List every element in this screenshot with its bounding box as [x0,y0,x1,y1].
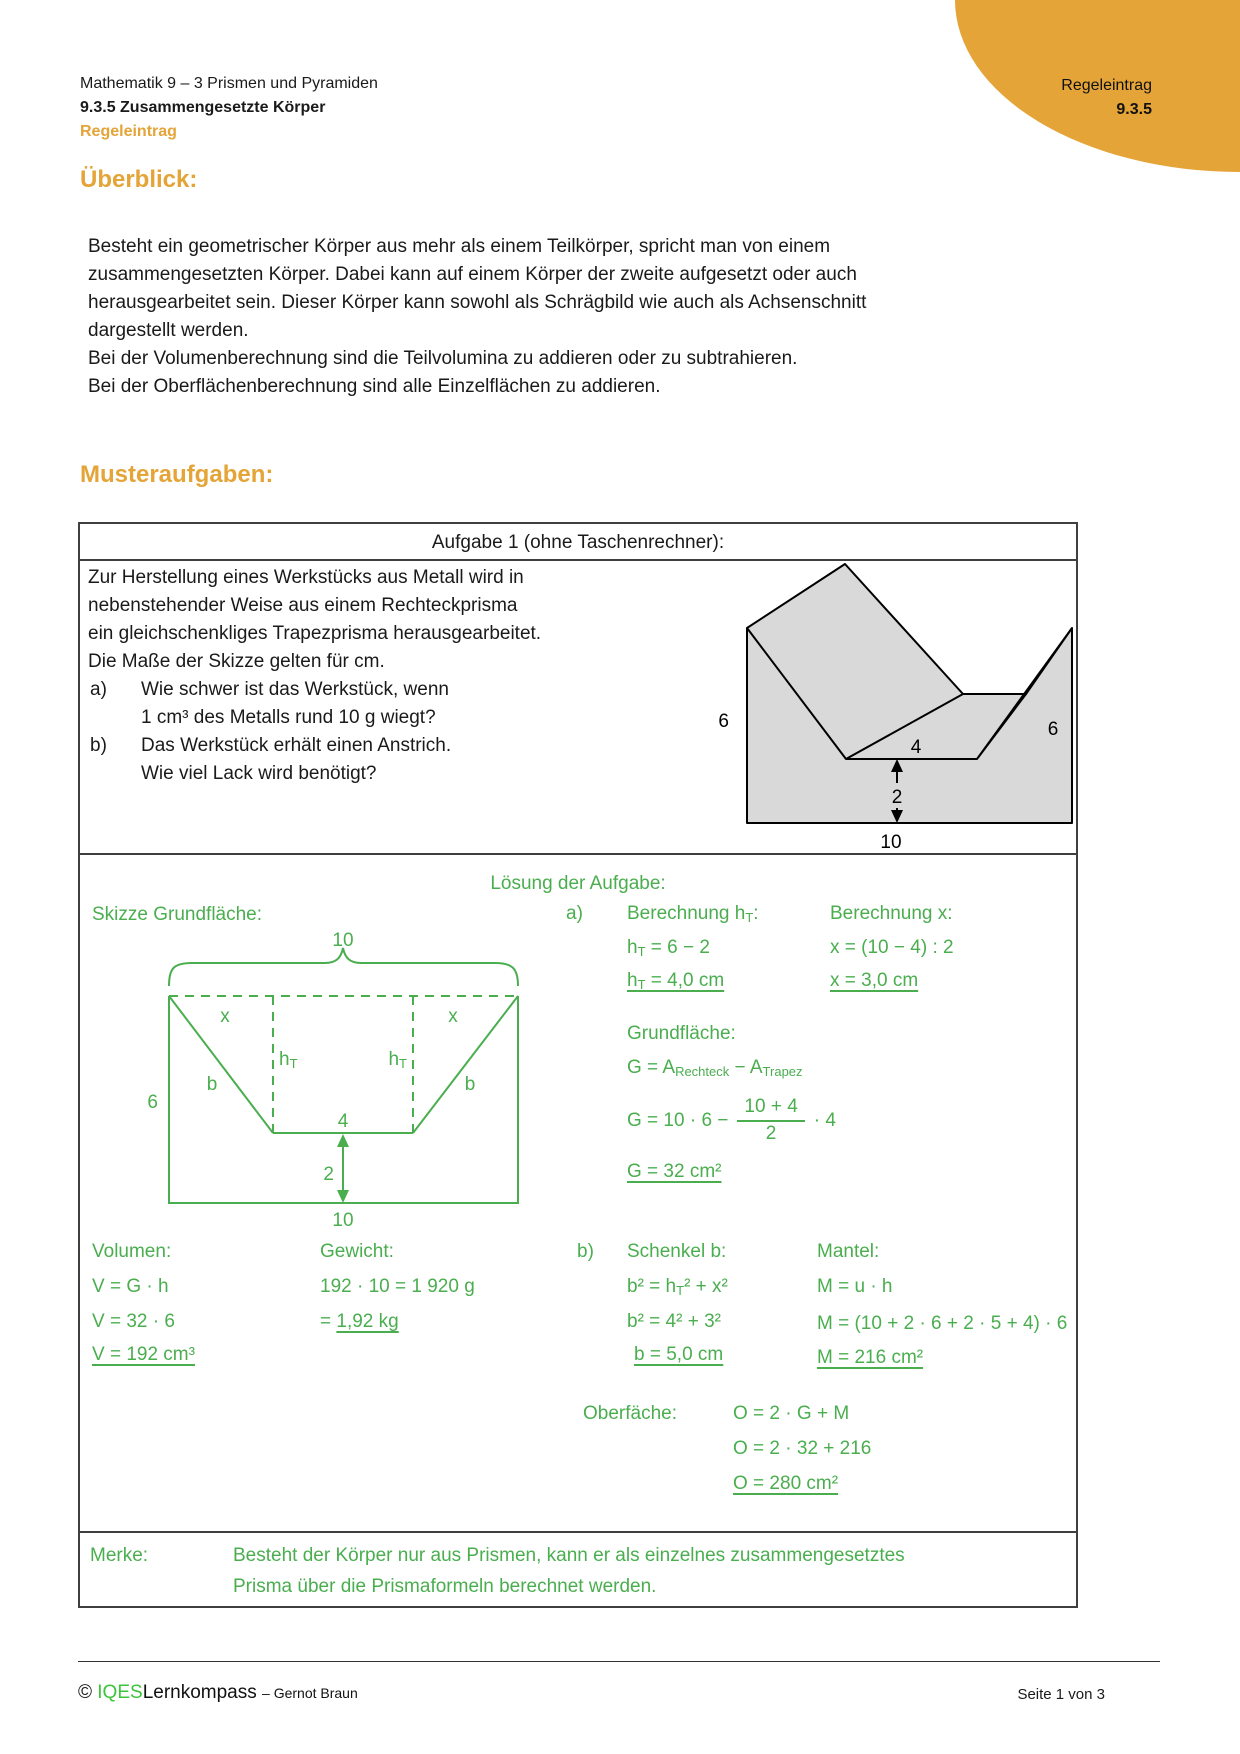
grundflaeche-title: Grundfläche: [627,1023,736,1044]
solution-title: Lösung der Aufgabe: [490,873,666,894]
schenkel-result: b = 5,0 cm [634,1344,724,1365]
calc-x-line: x = (10 − 4) : 2 [830,937,954,958]
task-intro-line: nebenstehender Weise aus einem Rechteckprisma [88,595,518,616]
task-a-line: Wie schwer ist das Werkstück, wenn [141,679,449,700]
oberflaeche-line: O = 2 · G + M [733,1403,850,1424]
calc-x-title: Berechnung x: [830,903,953,924]
schenkel-line: b² = hT² + x² [627,1276,728,1298]
brace-top [169,948,518,986]
overview-line: Bei der Volumenberechnung sind die Teilvolumina zu addieren oder zu subtrahieren. [88,348,798,369]
arrow-down-icon [337,1190,349,1203]
task-b-label: b) [90,735,107,756]
figure-notch-width-label: 4 [910,737,922,758]
task-intro-line: ein gleichschenkliges Trapezprisma herausgearbeitet. [88,623,542,644]
footer-brand-lernkompass: Lernkompass [142,1682,257,1703]
oberflaeche-title: Oberfäche: [583,1403,677,1424]
grundflaeche-result: G = 32 cm² [627,1161,722,1182]
calc-ht-line: hT = 6 − 2 [627,937,710,959]
sketch-x-right-label: x [448,1006,458,1027]
volumen-line: V = 32 · 6 [92,1311,175,1332]
grundflaeche-calc [627,1096,836,1145]
schenkel-line: b² = 4² + 3² [627,1311,721,1332]
corner-label: Regeleintrag [1061,77,1152,94]
overview-line: Besteht ein geometrischer Körper aus mehr als einem Teilkörper, spricht man von einem [88,236,831,257]
mantel-line: M = u · h [817,1276,893,1297]
footer-page-number: Seite 1 von 3 [1017,1686,1105,1703]
task-a-line: 1 cm³ des Metalls rund 10 g wiegt? [141,707,436,728]
sketch-ht-left-label: hT [279,1049,298,1071]
solution-a-label: a) [566,903,583,924]
grundflaeche-formula: G = ARechteck − ATrapez [627,1057,803,1079]
header-course: Mathematik 9 – 3 Prismen und Pyramiden [80,75,378,92]
header-doc-type: Regeleintrag [80,123,177,140]
schenkel-title: Schenkel b: [627,1241,727,1262]
footer-brand [78,1682,358,1704]
mantel-result: M = 216 cm² [817,1347,924,1368]
calc-ht-result: hT = 4,0 cm [627,970,725,992]
merke-line: Besteht der Körper nur aus Prismen, kann er als einzelnes zusammengesetztes [233,1545,905,1566]
sketch-notch-depth-label: 2 [323,1164,334,1185]
mantel-line: M = (10 + 2 · 6 + 2 · 5 + 4) · 6 [817,1313,1068,1334]
sketch-bottom-width-label: 10 [332,1210,354,1231]
frac-tail: · 4 [813,1109,836,1131]
fraction-denominator: 2 [765,1123,777,1144]
frac-lead: G = 10 · 6 − [627,1109,729,1131]
sketch-b-left-label: b [206,1074,218,1095]
gewicht-line: 192 · 10 = 1 920 g [320,1276,475,1297]
sketch-height-label: 6 [147,1092,158,1113]
figure-notch-depth-label: 2 [891,787,903,808]
oberflaeche-result: O = 280 cm² [733,1473,839,1494]
fraction-numerator: 10 + 4 [737,1096,804,1122]
copyright-icon: © [78,1682,92,1703]
corner-number: 9.3.5 [1116,101,1152,118]
task-a-label: a) [90,679,107,700]
figure-depth-label: 6 [1047,719,1059,740]
volumen-result: V = 192 cm³ [92,1344,195,1365]
footer-divider [78,1661,1160,1662]
task-b-line: Wie viel Lack wird benötigt? [141,763,377,784]
figure-width-label: 10 [880,832,902,853]
merke-label: Merke: [90,1545,149,1566]
cross-section-labels [147,930,475,1231]
gewicht-result: = 1,92 kg [320,1311,399,1332]
gewicht-title: Gewicht: [320,1241,394,1262]
header-topic: 9.3.5 Zusammengesetzte Körper [80,99,326,116]
sketch-x-left-label: x [220,1006,230,1027]
overview-line: Bei der Oberflächenberechnung sind alle Einzelflächen zu addieren. [88,376,661,397]
mantel-title: Mantel: [817,1241,880,1262]
task-b-line: Das Werkstück erhält einen Anstrich. [141,735,452,756]
overview-line: zusammengesetzten Körper. Dabei kann auf einem Körper der zweite aufgesetzt oder auch [88,264,857,285]
overview-heading: Überblick: [80,166,198,193]
task-intro-line: Zur Herstellung eines Werkstücks aus Metall wird in [88,567,524,588]
workpiece-3d-figure [747,564,1072,823]
volumen-title: Volumen: [92,1241,172,1262]
sketch-ht-right-label: hT [388,1049,407,1071]
overview-line: herausgearbeitet sein. Dieser Körper kann sowohl als Schrägbild wie auch als Achsenschnitt [88,292,867,313]
calc-x-result: x = 3,0 cm [830,970,919,991]
figure-height-label: 6 [718,711,729,732]
footer-brand-iqes: IQES [97,1682,143,1703]
tasks-heading: Musteraufgaben: [80,461,274,488]
oberflaeche-line: O = 2 · 32 + 216 [733,1438,872,1459]
sketch-heading: Skizze Grundfläche: [92,904,263,925]
sketch-diagonal-right [413,996,518,1133]
solution-b-label: b) [577,1241,594,1262]
sketch-top-width-label: 10 [332,930,354,951]
volumen-line: V = G · h [92,1276,169,1297]
task-title: Aufgabe 1 (ohne Taschenrechner): [431,532,725,553]
calc-ht-title: Berechnung hT: [627,903,759,925]
merke-line: Prisma über die Prismaformeln berechnet werden. [233,1576,657,1597]
sketch-b-right-label: b [464,1074,476,1095]
fraction [737,1096,804,1145]
sketch-notch-width-label: 4 [337,1111,349,1132]
task-intro-line: Die Maße der Skizze gelten für cm. [88,651,385,672]
overview-line: dargestellt werden. [88,320,249,341]
footer-author: – Gernot Braun [262,1685,358,1701]
arrow-up-icon [337,1134,349,1147]
